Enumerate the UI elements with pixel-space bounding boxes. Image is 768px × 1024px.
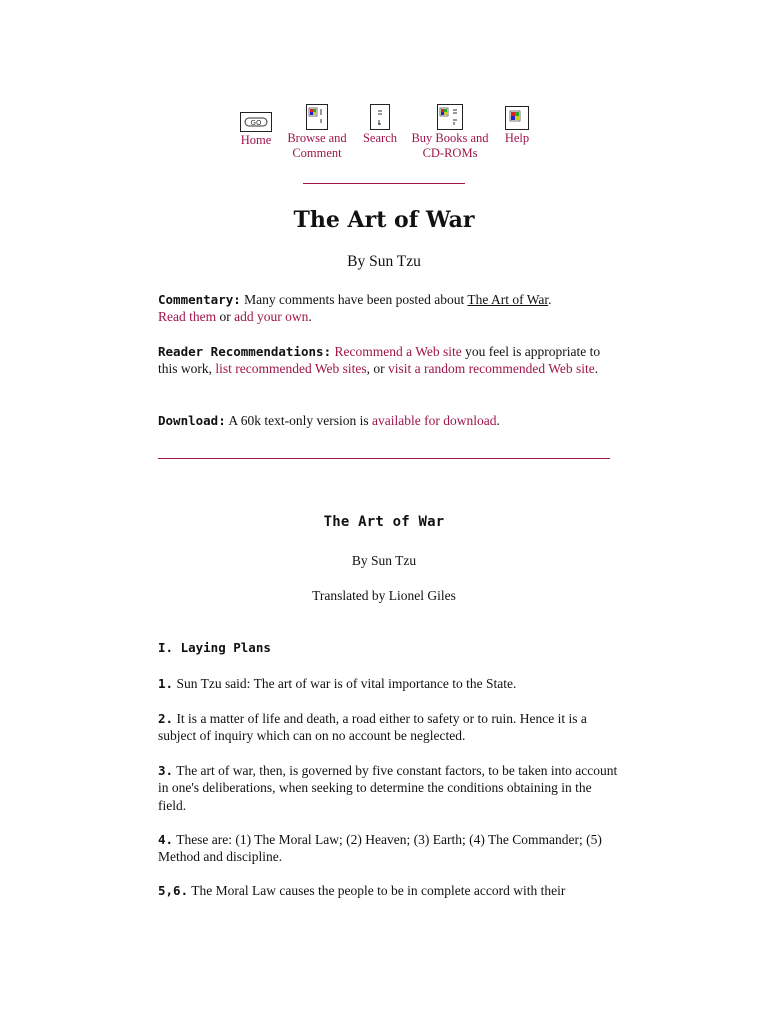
nav-search[interactable] [360,104,400,146]
commentary-text-1: Many comments have been posted about [240,292,468,307]
book-title: The Art of War [323,514,445,530]
list-sites-link[interactable]: list recommended Web sites [215,361,367,376]
add-comment-link[interactable]: add your own [234,309,309,324]
broken-image-graphic [506,107,528,129]
verse-text: The Moral Law causes the people to be in complete accord with their [188,883,566,898]
download-link[interactable]: available for download [371,413,497,428]
nav-buy[interactable] [410,104,490,161]
verse-paragraph [158,710,618,745]
verse-paragraph [158,675,618,692]
verse-text: The art of war, then, is governed by five constant factors, to be taken into account in one's deliberations, when seeking to determine the conditions obtaining in the field. [158,763,618,813]
nav-home-label: Home [240,133,272,147]
recommend-site-link[interactable]: Recommend a Web site [334,344,462,359]
nav-divider [303,183,465,184]
recommendations-text-3: . [594,361,599,376]
commentary-paragraph [158,291,613,325]
book-translator: Translated by Lionel Giles [312,588,456,603]
verse-number: 3. [158,763,174,778]
go-icon-text: GO [250,119,262,127]
broken-image-graphic [307,105,327,129]
go-icon-graphic [241,113,271,131]
random-site-link[interactable]: visit a random recommended Web site [388,361,595,376]
download-label: Download: [158,413,226,428]
verse-number: 5,6. [158,883,189,898]
commentary-text-2: . [548,292,552,307]
verse-paragraph [158,762,618,814]
chapter-heading: I. Laying Plans [158,640,271,655]
nav-search-label: Search [362,131,397,145]
verse-number: 1. [158,676,174,691]
broken-image-icon[interactable] [505,106,529,130]
verse-number: 2. [158,711,174,726]
nav-browse-label-2: Comment [292,146,342,160]
nav-help[interactable] [502,106,532,146]
broken-image-graphic [438,105,462,129]
download-paragraph [158,412,613,429]
verse-paragraph [158,831,618,866]
recommendations-paragraph [158,343,613,377]
commentary-text-3: or [216,309,235,324]
verse-text: It is a matter of life and death, a road either to safety or to ruin. Hence it is a subject of inquiry which can on no account be neglected. [158,711,587,744]
commentary-text-4: . [308,309,312,324]
page-byline: By Sun Tzu [347,253,421,270]
work-title-link[interactable]: The Art of War [467,292,549,307]
nav-browse[interactable] [286,104,348,161]
nav-help-label: Help [504,131,530,145]
nav-buy-label-1: Buy Books and [411,131,489,145]
nav-home[interactable] [238,112,274,148]
verse-paragraph [158,882,618,899]
broken-image-icon[interactable] [306,104,328,130]
verse-text: Sun Tzu said: The art of war is of vital importance to the State. [173,676,517,691]
broken-image-graphic [371,105,389,129]
book-byline: By Sun Tzu [351,553,417,568]
section-divider [158,458,610,459]
download-text-1: A 60k text-only version is [225,413,372,428]
read-comments-link[interactable]: Read them [158,309,217,324]
download-text-2: . [496,413,500,428]
broken-image-icon[interactable] [370,104,390,130]
recommendations-label: Reader Recommendations: [158,344,332,359]
recommendations-text-1: you feel is appropriate to this work, [158,344,601,376]
nav-buy-label-2: CD-ROMs [422,146,478,160]
recommendations-text-2: , or [366,361,389,376]
broken-image-icon[interactable] [437,104,463,130]
verse-number: 4. [158,832,174,847]
commentary-label: Commentary: [158,292,241,307]
verse-text: These are: (1) The Moral Law; (2) Heaven; (3) Earth; (4) The Commander; (5) Method and discipline. [158,832,602,865]
nav-browse-label-1: Browse and [287,131,347,145]
page-title: The Art of War [293,207,475,233]
go-icon[interactable] [240,112,272,132]
